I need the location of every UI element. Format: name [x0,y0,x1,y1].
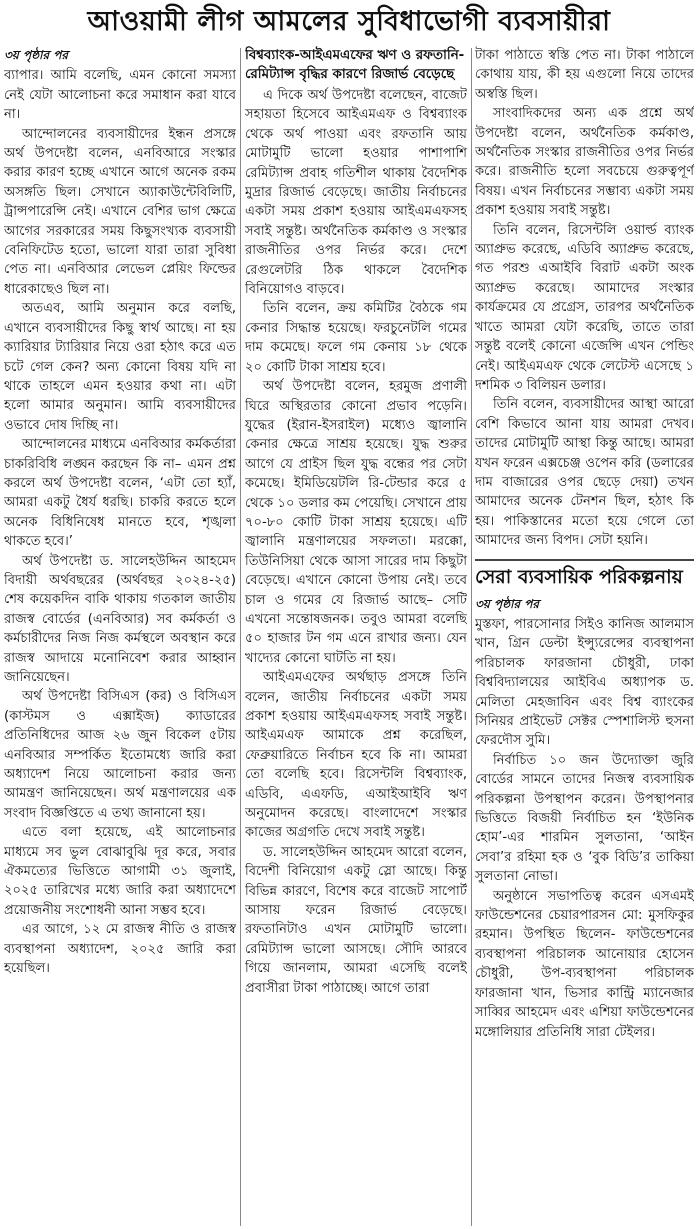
paragraph: আন্দোলনের ব্যবসায়ীদের ইন্ধন প্রসঙ্গে অর্থ উপদেষ্টা বলেন, এনবিআরে সংস্কার করার কারণ হচ্ছে এখানে আগে অনেক রকম অসঙ্গতি ছিল। সেখানে অ্যাকাউন্টেবিলিটি, ট্রান্সপারেন্সি নেই। এখানে বেশির ভাগ ক্ষেত্রে আগের সরকারের সময় কিছুসংখ্যক ব্যবসায়ী বেনিফিটেড হতো, ভালো যারা তারা সুবিধা পেত না। এনবিআর লেভেল প্লেয়িং ফিল্ডের ধারেকাছেও ছিল না। [4,126,236,297]
paragraph: এর আগে, ১২ মে রাজস্ব নীতি ও রাজস্ব ব্যবস্থাপনা অধ্যাদেশ, ২০২৫ জারি করা হয়েছিল। [4,922,236,977]
paragraph: আইএমএফের অর্থছাড় প্রসঙ্গে তিনি বলেন, জাতীয় নির্বাচনের একটা সময় প্রকাশ হওয়ায় আইএমএফসহ সবাই সন্তুষ্ট। আইএমএফ আমাকে প্রশ্ন করেছিল, ফেব্রুয়ারিতে নির্বাচন হবে কি না। আমরা তো বলেছি হবে। রিসেন্টলি বিশ্বব্যাংক, এডিবি, এএফডি, এআইআইবি ঋণ অনুমোদন করেছে। বাংলাদেশে সংস্কার কাজের অগ্রগতি দেখে সবাই সন্তুষ্ট। [245,670,467,841]
paragraph: সাংবাদিকদের অন্য এক প্রশ্নে অর্থ উপদেষ্টা বলেন, অর্থনৈতিক কর্মকাণ্ড, অর্থনৈতিক সংস্কার রাজনীতির ওপর নির্ভর করে। রাজনীতি হলো সবচেয়ে গুরুত্বপূর্ণ বিষয়। এখন নির্বাচনের সম্ভাব্য একটা সময় প্রকাশ হওয়ায় সবাই সন্তুষ্ট। [475,106,694,219]
story-title: সেরা ব্যবসায়িক পরিকল্পনায় [475,559,694,589]
column-divider [240,48,241,1226]
sub-headline: বিশ্বব্যাংক-আইএমএফের ঋণ ও রফতানি- রেমিট্যান্স বৃদ্ধির কারণে রিজার্ভ বেড়েছে [245,48,465,82]
headline: আওয়ামী লীগ আমলের সুবিধাভোগী ব্যবসায়ীরা [87,6,611,37]
continued-from-label: ৩য় পৃষ্ঠার পর [475,596,540,611]
paragraph: ব্যাপার। আমি বলেছি, এমন কোনো সমস্যা নেই যেটা আলোচনা করে সমাধান করা যাবে না। [4,68,236,123]
paragraph: অর্থ উপদেষ্টা ড. সালেহউদ্দিন আহমেদ বিদায়ী অর্থবছরের (অর্থবছর ২০২৪-২৫) শেষ কয়েকদিন বাকি থাকায় গতকাল জাতীয় রাজস্ব বোর্ডের (এনবিআর) সব কর্মকর্তা ও কর্মচারীদের নিজ নিজ কর্মস্থলে অবস্থান করে রাজস্ব আদায়ে মনোনিবেশ করার আহ্বান জানিয়েছেন। [4,553,236,685]
paragraph: অনুষ্ঠানে সভাপতিত্ব করেন এসএমই ফাউন্ডেশনের চেয়ারপারসন মো: মুসফিকুর রহমান। উপস্থিত ছিলেন- ফাউন্ডেশনের ব্যবস্থাপনা পরিচালক আনোয়ার হোসেন চৌধুরী, উপ-ব্যবস্থাপনা পরিচালক ফারজানা খান, ভিসার কান্ট্রি ম্যানেজার সাব্বির আহমেদ এবং এশিয়া ফাউন্ডেশনের মঙ্গোলিয়ার প্রতিনিধি সারা টেইলর। [475,888,694,1040]
paragraph: তিনি বলেন, ব্যবসায়ীদের আস্থা আরো বেশি কিভাবে আনা যায় আমরা দেখব। তাদের মোটামুটি আস্থা কিন্তু আছে। আমরা যখন ফরেন এক্সচেঞ্জ ওপেন করি (ডলারের দাম বাজারের ওপর ছেড়ে দেয়া) তখন আমাদের অনেক টেনশন ছিল, হঠাৎ কি হয়। পাকিস্তানের মতো হয়ে গেলে তো আমাদের জন্য বিপদ। সেটা হয়নি। [475,397,694,549]
paragraph: মুস্তফা, পারসোনার সিইও কানিজ আলমাস খান, গ্রিন ডেল্টা ইন্স্যুরেন্সের ব্যবস্থাপনা পরিচালক ফারজানা চৌধুরী, ঢাকা বিশ্ববিদ্যালয়ের আইবিএ অধ্যাপক ড. মেলিতা মেহজাবিন এবং বিশ্ব ব্যাংকের সিনিয়র প্রাইভেট সেক্টর স্পেশালিস্ট হুসনা ফেরদৌস সুমি। [475,616,694,749]
paragraph: তিনি বলেন, রিসেন্টলি ওয়ার্ল্ড ব্যাংক অ্যাপ্রুভ করেছে, এডিবি অ্যাপ্রুভ করেছে, গত পরশু এআইবি বিরাট একটা অংক অ্যাপ্রুভ করেছে। আমাদের সংস্কার কার্যক্রমের যে প্রগ্রেস, তারপর অর্থনৈতিক খাতে আমরা যেটা করেছি, তাতে তারা সন্তুষ্ট বলেই কোনো এজেন্সি এখন পেন্ডিং নেই। আইএমএফ থেকে লেটেস্ট এসেছে ১ দশমিক ৩ বিলিয়ন ডলার। [475,222,694,393]
article-column-2 [245,46,467,1226]
second-story [475,559,694,1042]
article-column-3 [475,46,694,1226]
paragraph: আন্দোলনের মাধ্যমে এনবিআর কর্মকর্তারা চাকরিবিধি লঙ্ঘন করছেন কি না– এমন প্রশ্ন করলে অর্থ উপদেষ্টা বলেন, ‘এটা তো হ্যাঁ, আমরা একটু ধৈর্য ধরছি। চাকরি করতে হলে অনেক বিধিনিষেধ মানতে হবে, শৃঙ্খলা থাকতে হবে।’ [4,437,236,550]
continued-from-label: ৩য় পৃষ্ঠার পর [4,48,69,62]
column-divider [471,48,472,1226]
article-column-1 [4,46,236,1226]
paragraph: তিনি বলেন, ক্রয় কমিটির বৈঠকে গম কেনার সিদ্ধান্ত হয়েছে। ফরচুনেটলি গমের দাম কমেছে। ফলে গম কেনায় ১৮ থেকে ২০ কোটি টাকা সাশ্রয় হবে। [245,301,467,375]
paragraph: টাকা পাঠাতে স্বস্তি পেত না। টাকা পাঠালে কোথায় যায়, কী হয় এগুলো নিয়ে তাদের অস্বস্তি ছিল। [475,48,694,102]
paragraph: এ দিকে অর্থ উপদেষ্টা বলেছেন, বাজেট সহায়তা হিসেবে আইএমএফ ও বিশ্বব্যাংক থেকে অর্থ পাওয়া এবং রফতানি আয় মোটামুটি ভালো হওয়ার পাশাপাশি রেমিট্যান্স প্রবাহ গতিশীল থাকায় বৈদেশিক মুদ্রার রিজার্ভ বেড়েছে। জাতীয় নির্বাচনের একটা সময় প্রকাশ হওয়ায় আইএমএফসহ সবাই সন্তুষ্ট। অর্থনৈতিক কর্মকাণ্ড ও সংস্কার রাজনীতির ওপর নির্ভর করে। দেশে রেগুলেটরি ঠিক থাকলে বৈদেশিক বিনিয়োগও বাড়বে। [245,88,467,298]
paragraph: অতএব, আমি অনুমান করে বলছি, এখানে ব্যবসায়ীদের কিছু স্বার্থ আছে। না হয় ক্যারিয়ার ট্যারিয়ার নিয়ে ওরা হঠাৎ করে এত চটে গেল কেন? অন্য কোনো বিষয় যদি না থাকে তাহলে এমন হওয়ার কথা না। এটা হলো আমার অনুমান। আমি ব্যবসায়ীদের ওভাবে দোষ দিচ্ছি না। [4,301,236,433]
paragraph: অর্থ উপদেষ্টা বিসিএস (কর) ও বিসিএস (কাস্টমস ও এক্সাইজ) ক্যাডারের প্রতিনিধিদের আজ ২৬ জুন বিকেল ৫টায় এনবিআর সম্পর্কিত ইতোমধ্যে জারি করা অধ্যাদেশ নিয়ে আলোচনা করার জন্য আমন্ত্রণ জানিয়েছেন। অর্থ মন্ত্রণালয়ের এক সংবাদ বিজ্ঞপ্তিতে এ তথ্য জানানো হয়। [4,689,236,821]
paragraph: অর্থ উপদেষ্টা বলেন, হরমুজ প্রণালী ঘিরে অস্থিরতার কোনো প্রভাব পড়েনি। যুদ্ধের (ইরান-ইসরাইল) মধ্যেও জ্বালানি কেনার ক্ষেত্রে সাশ্রয় হয়েছে। যুদ্ধ শুরুর আগে যে প্রাইস ছিল যুদ্ধ বন্ধের পর সেটা কমেছে। ইমিডিয়েটলি রি-টেন্ডার করে ৫ থেকে ১০ ডলার কম পেয়েছি। সেখানে প্রায় ৭০-৮০ কোটি টাকা সাশ্রয় হয়েছে। এটি জ্বালানি মন্ত্রণালয়ের সফলতা। মরক্কো, তিউনিসিয়া থেকে আসা সারের দাম কিছুটা বেড়েছে। এখানে কোনো উপায় নেই। তবে চাল ও গমের যে রিজার্ভ আছে– সেটি এখনো সন্তোষজনক। তবুও আমরা বলেছি ৫০ হাজার টন গম এনে রাখার জন্য। যেন খাদ্যের কোনো ঘাটতি না হয়। [245,379,467,666]
paragraph: নির্বাচিত ১০ জন উদ্যোক্তা জুরি বোর্ডের সামনে তাদের নিজস্ব ব্যবসায়িক পরিকল্পনা উপস্থাপন করেন। উপস্থাপনার ভিত্তিতে বিজয়ী নির্বাচিত হন ‘ইউনিক হোম’-এর শারমিন সুলতানা, ‘আইন সেবা’র রহিমা হক ও ‘বুক বিডি’র তাকিয়া সুলতানা নোভা। [475,752,694,885]
paragraph: ড. সালেহউদ্দিন আহমেদ আরো বলেন, বিদেশী বিনিয়োগ একটু স্লো আছে। কিন্তু বিভিন্ন কারণে, বিশেষ করে বাজেট সাপোর্ট আসায় ফরেন রিজার্ভ বেড়েছে। রফতানিটাও এখন মোটামুটি ভালো। রেমিট্যান্স ভালো আসছে। সৌদি আরবে গিয়ে জানলাম, আমরা এসেছি বলেই প্রবাসীরা টাকা পাঠাচ্ছে। আগে তারা [245,844,467,996]
paragraph: এতে বলা হয়েছে, এই আলোচনার মাধ্যমে সব ভুল বোঝাবুঝি দূর করে, সবার ঐকমত্যের ভিত্তিতে আগামী ৩১ জুলাই, ২০২৫ তারিখের মধ্যে জারি করা অধ্যাদেশে প্রয়োজনীয় সংশোধনী আনা সম্ভব হবে। [4,825,236,918]
